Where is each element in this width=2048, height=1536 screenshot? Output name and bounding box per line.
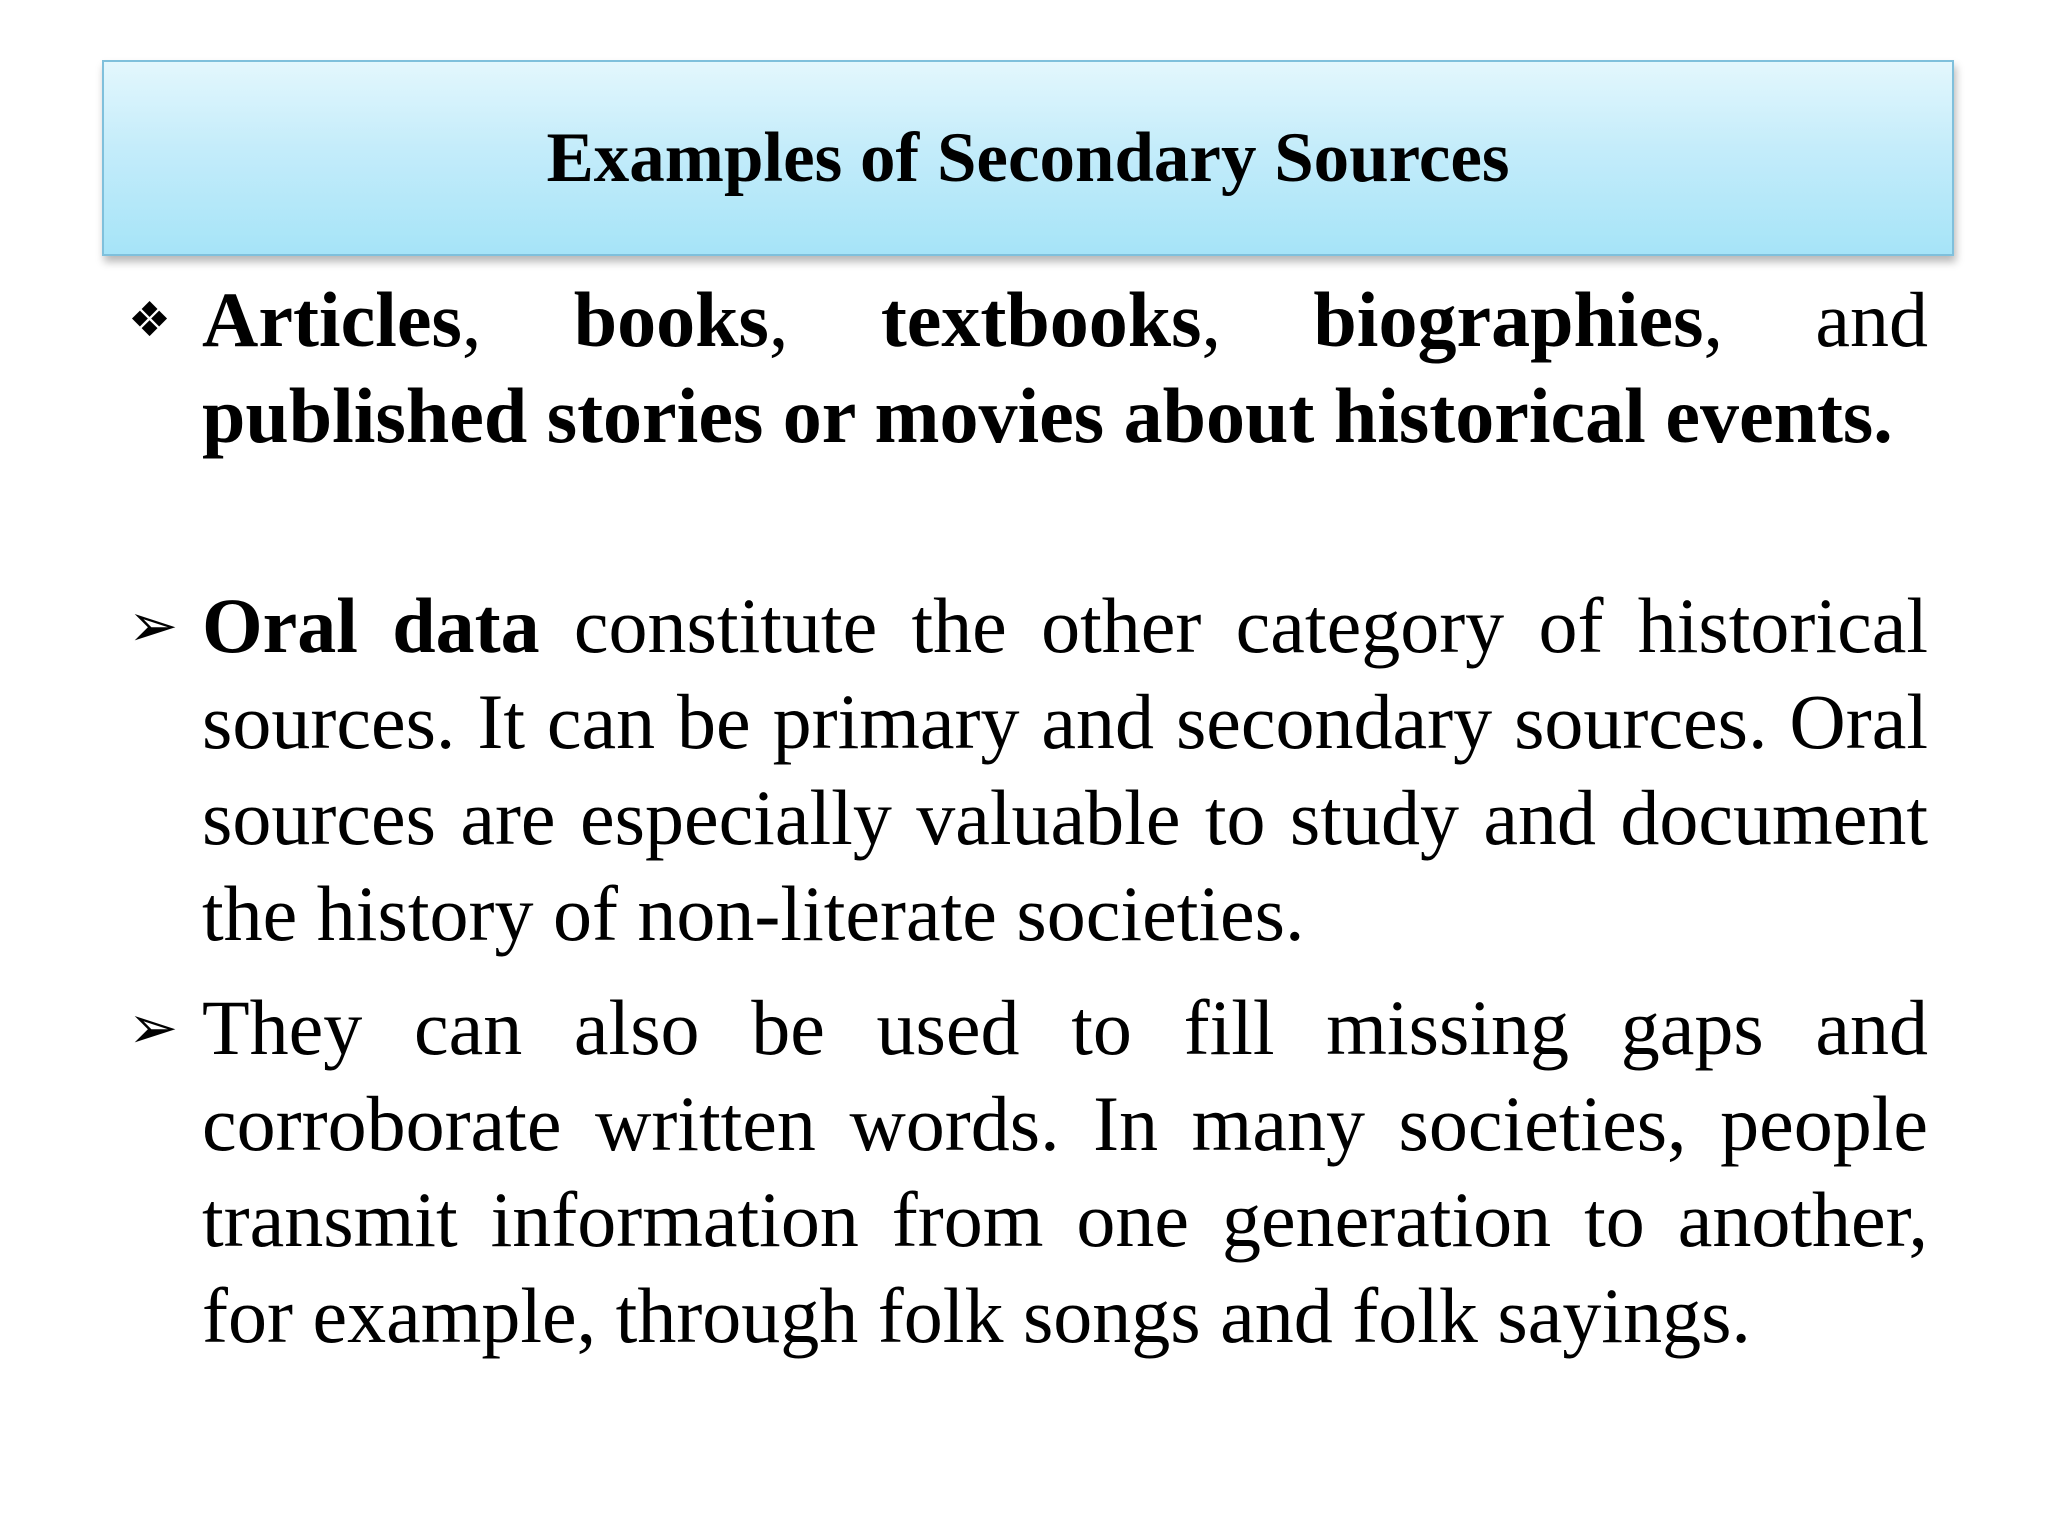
bullet-item xyxy=(128,272,1928,464)
bold-term: books xyxy=(573,276,769,363)
text-run: , xyxy=(461,276,574,363)
bold-term: textbooks xyxy=(880,276,1202,363)
bullet-text xyxy=(202,578,1928,962)
bullet-item xyxy=(128,578,1928,962)
text-run: They can also be used to fill missing gaps and corroborate written words. In many societies, people transmit information from one generation to another, for example, through folk songs and folk sayings. xyxy=(202,984,1928,1359)
text-run: constitute the other category of historical sources. It can be primary and secondary sources. Oral sources are especially valuable to study and document the history of non-literate societies. xyxy=(202,582,1928,957)
text-run: , xyxy=(1201,276,1314,363)
bold-term: published stories or movies about historical events. xyxy=(202,372,1893,459)
bullet-text xyxy=(202,272,1928,464)
text-run: , and xyxy=(1703,276,1929,363)
bullet-text xyxy=(202,980,1928,1364)
arrowhead-bullet-icon: ➢ xyxy=(128,591,179,661)
four-diamond-bullet-icon: ❖ xyxy=(128,292,172,348)
arrowhead-bullet-icon: ➢ xyxy=(128,993,179,1063)
bold-term: Articles xyxy=(202,276,462,363)
slide-title: Examples of Secondary Sources xyxy=(546,118,1510,197)
text-run: , xyxy=(768,276,881,363)
title-banner xyxy=(102,60,1954,256)
bold-term: Oral data xyxy=(202,582,540,669)
bold-term: biographies xyxy=(1313,276,1704,363)
bullet-item xyxy=(128,980,1928,1364)
